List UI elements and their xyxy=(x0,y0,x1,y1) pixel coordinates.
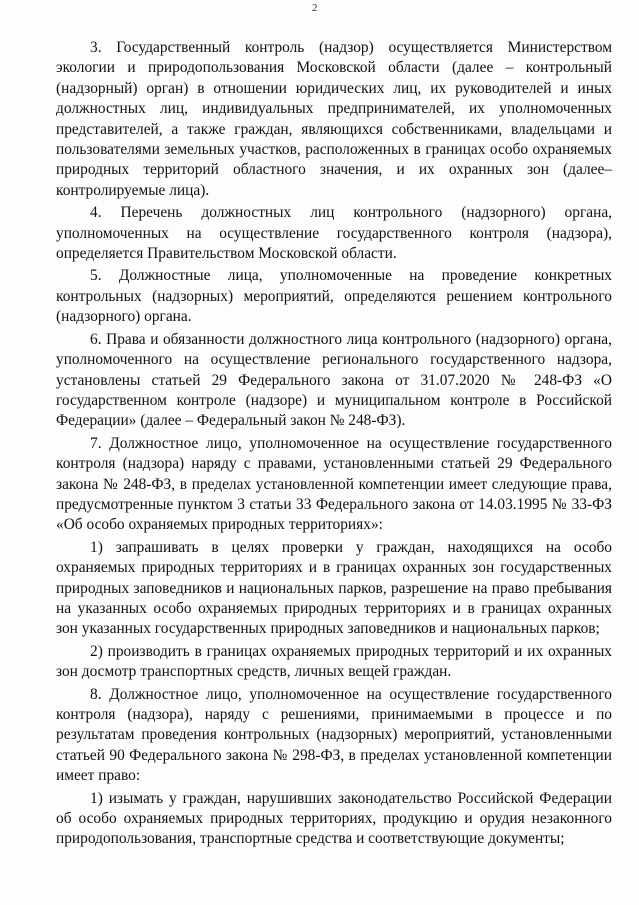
paragraph-6-rights-duties: 6. Права и обязанности должностного лица контрольного (надзорного) органа, уполномоченного на осуществление регионального государственного надзора, установлены статьей 29 Федерального закона от 31.07.2020 № 248-ФЗ «О государственном контроле (надзоре) и муниципальном контроле в Российской Федерации» (далее – Федеральный закон № 248-ФЗ). xyxy=(56,330,612,430)
paragraph-5-authorized-officials: 5. Должностные лица, уполномоченные на проведение конкретных контрольных (надзорных) мероприятий, определяются решением контрольного (надзорного) органа. xyxy=(56,267,612,326)
document-body xyxy=(56,38,612,852)
paragraph-7-official-rights: 7. Должностное лицо, уполномоченное на осуществление государственного контроля (надзора) наряду с правами, установленными статьей 29 Федерального закона № 248-ФЗ, в пределах установленной компетенции имеет следующие права, предусмотренные пунктом 3 статьи 33 Федерального закона от 14.03.1995 № 33-ФЗ «Об особо охраняемых природных территориях»: xyxy=(56,434,612,534)
paragraph-7-item-2: 2) производить в границах охраняемых природных территорий и их охранных зон досмотр транспортных средств, личных вещей граждан. xyxy=(56,642,612,681)
paragraph-7-item-1: 1) запрашивать в целях проверки у граждан, находящихся на особо охраняемых природных территориях и в границах охранных зон государственных природных заповедников и национальных парков, разрешение на право пребывания на указанных особо охраняемых природных территориях и в границах охранных зон указанных государственных природных заповедников и национальных парков; xyxy=(56,538,612,638)
page-number-mark: 2 xyxy=(312,2,318,14)
paragraph-3-state-control: 3. Государственный контроль (надзор) осуществляется Министерством экологии и природопользования Московской области (далее – контрольный (надзорный) орган) в отношении юридических лиц, их руководителей и иных должностных лиц, индивидуальных предпринимателей, их уполномоченных представителей, а также граждан, являющихся собственниками, владельцами и пользователями земельных участков, расположенных в границах особо охраняемых природных территорий областного значения, и их охранных зон (далее– контролируемые лица). xyxy=(56,39,612,199)
paragraph-4-officials-list: 4. Перечень должностных лиц контрольного (надзорного) органа, уполномоченных на осуществление государственного контроля (надзора), определяется Правительством Московской области. xyxy=(56,204,612,263)
paragraph-8-item-1: 1) изымать у граждан, нарушивших законодательство Российской Федерации об особо охраняемых природных территориях, продукцию и орудия незаконного природопользования, транспортные средства и соответствующие документы; xyxy=(56,789,612,848)
paragraph-8-official-decisions: 8. Должностное лицо, уполномоченное на осуществление государственного контроля (надзора), наряду с решениями, принимаемыми в процессе и по результатам проведения контрольных (надзорных) мероприятий, установленными статьей 90 Федерального закона № 298-ФЗ, в пределах установленной компетенции имеет право: xyxy=(56,685,612,785)
